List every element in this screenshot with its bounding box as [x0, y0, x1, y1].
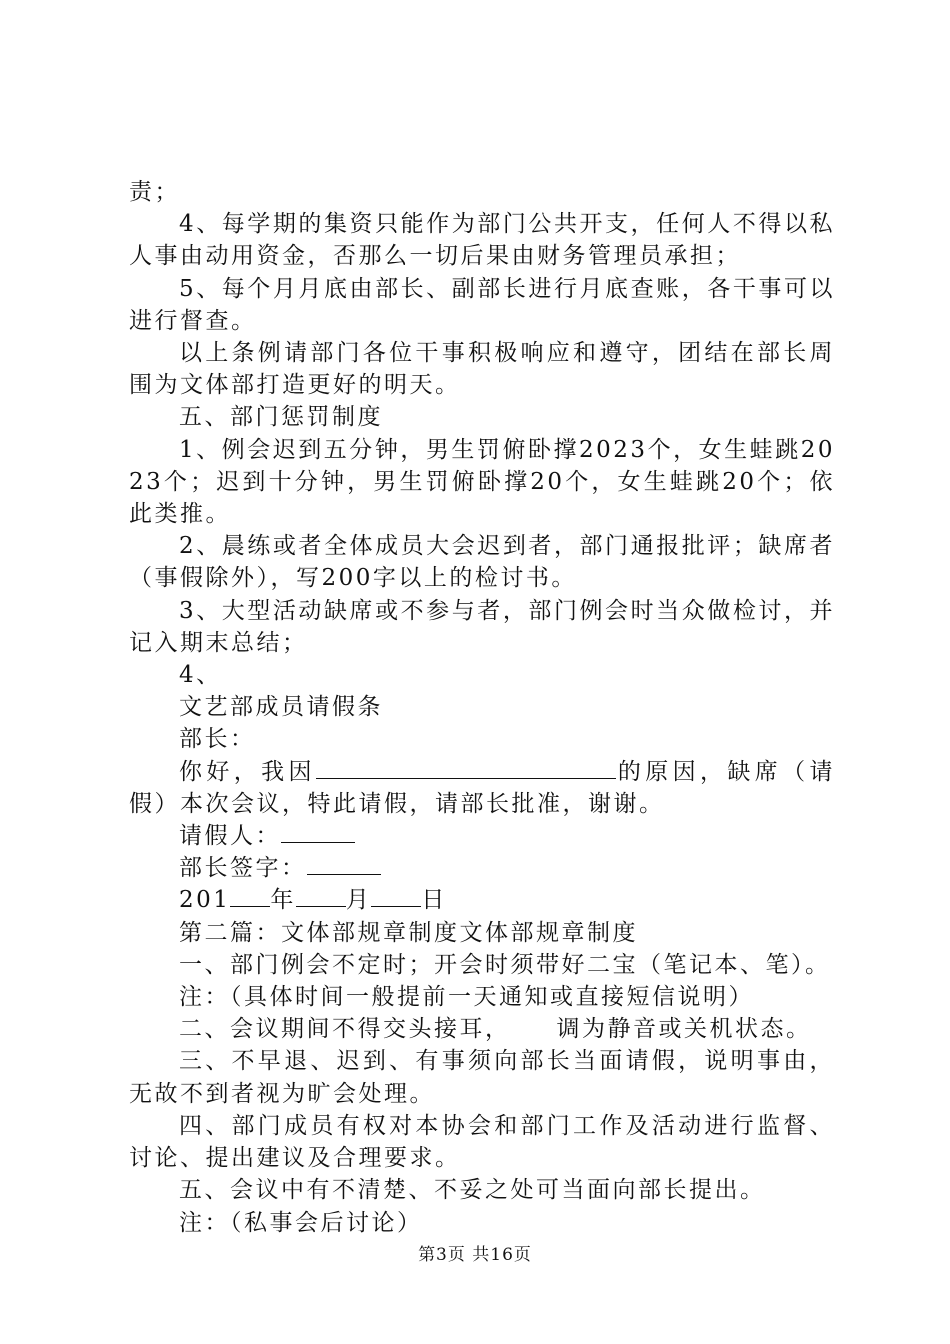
- paragraph-part: 二、会议期间不得交头接耳，: [179, 1016, 511, 1043]
- date-day-label: 日: [421, 887, 447, 914]
- day-blank: [371, 884, 421, 907]
- signature-blank: [307, 852, 381, 875]
- leave-note-salutation: 部长：: [179, 726, 256, 753]
- date-year-prefix: 201: [179, 887, 231, 914]
- paragraph: 四、部门成员有权对本协会和部门工作及活动进行监督、讨论、提出建议及合理要求。: [129, 1112, 835, 1172]
- paragraph: 2、晨练或者全体成员大会迟到者，部门通报批评；缺席者（事假除外），写200字以上的检讨书。: [129, 533, 835, 592]
- reason-blank: [316, 756, 616, 779]
- paragraph: 4、: [179, 662, 222, 689]
- paragraph: [129, 1013, 835, 1045]
- date-month-label: 月: [345, 887, 372, 914]
- paragraph: 一、部门例会不定时；开会时须带好二宝（笔记本、笔）。: [179, 951, 831, 978]
- paragraph: 以上条例请部门各位干事积极响应和遵守，团结在部长周围为文体部打造更好的明天。: [129, 340, 835, 399]
- signature-line: [129, 852, 835, 884]
- date-year-label: 年: [270, 887, 296, 914]
- section-heading: 五、部门惩罚制度: [179, 404, 383, 431]
- paragraph-part: 调为静音或关机状态。: [556, 1016, 812, 1043]
- leave-note-body: [129, 756, 835, 820]
- note: 注：（私事会后讨论）: [179, 1209, 423, 1236]
- signature-label: 部长签字：: [179, 855, 307, 882]
- year-blank: [230, 884, 270, 907]
- paragraph: 4、每学期的集资只能作为部门公共开支，任何人不得以私人事由动用资金，否那么一切后果由财务管理员承担；: [129, 211, 835, 270]
- chapter-heading: 第二篇：文体部规章制度文体部规章制度: [179, 919, 638, 946]
- page-number-footer: 第3页 共16页: [418, 1245, 532, 1265]
- leave-note-text-start: 你好，我因: [179, 758, 316, 785]
- paragraph: 责；: [129, 179, 180, 205]
- leave-note-title: 文艺部成员请假条: [179, 694, 383, 721]
- leave-note-text-end: 的原因，缺席（请假）本次会议，特此请假，请部长批准，谢谢。: [129, 758, 836, 817]
- date-line: [129, 884, 835, 916]
- paragraph: 3、大型活动缺席或不参与者，部门例会时当众做检讨，并记入期末总结；: [129, 597, 835, 656]
- paragraph: 五、会议中有不清楚、不妥之处可当面向部长提出。: [179, 1177, 766, 1204]
- document-body: [129, 176, 835, 1239]
- paragraph: 1、例会迟到五分钟，男生罚俯卧撑2023个，女生蛙跳2023个；迟到十分钟，男生罚俯卧撑20个，女生蛙跳20个；依此类推。: [129, 436, 835, 528]
- month-blank: [296, 884, 346, 907]
- applicant-blank: [281, 820, 355, 843]
- note: 注：（具体时间一般提前一天通知或直接短信说明）: [179, 984, 754, 1011]
- applicant-line: [129, 820, 835, 852]
- paragraph: 5、每个月月底由部长、副部长进行月底查账，各干事可以进行督查。: [129, 275, 835, 334]
- applicant-label: 请假人：: [179, 823, 281, 850]
- paragraph: 三、不早退、迟到、有事须向部长当面请假，说明事由，无故不到者视为旷会处理。: [129, 1048, 835, 1107]
